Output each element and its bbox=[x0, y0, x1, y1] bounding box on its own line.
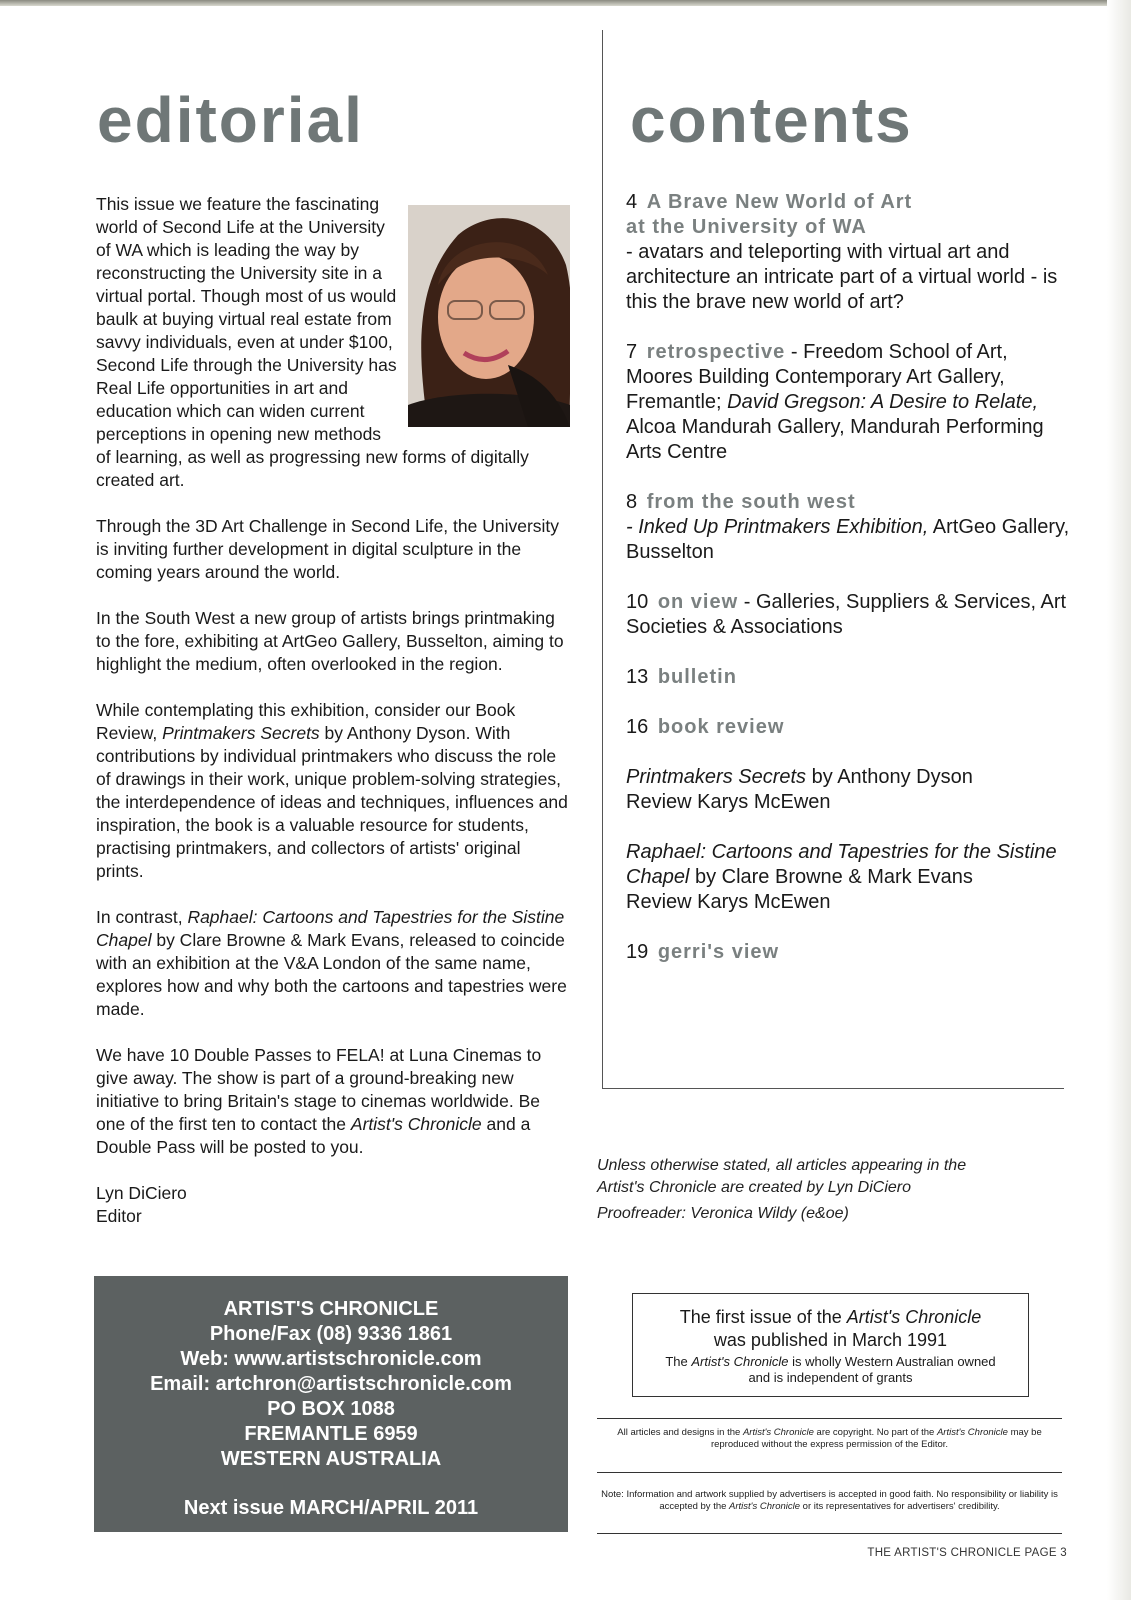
contents-item-13 bbox=[626, 665, 1071, 690]
first-issue-line4: and is independent of grants bbox=[748, 1370, 913, 1385]
contents-bottom-rule bbox=[602, 1088, 1064, 1089]
column-divider bbox=[602, 30, 603, 1088]
magazine-title: Artist's Chronicle bbox=[729, 1501, 801, 1512]
editorial-paragraph-6 bbox=[96, 1044, 570, 1159]
text-run: All articles and designs in the bbox=[617, 1427, 743, 1438]
credits bbox=[597, 1155, 1067, 1225]
credits-line: Unless otherwise stated, all articles appearing in the bbox=[597, 1157, 967, 1174]
po-box: PO BOX 1088 bbox=[267, 1398, 395, 1420]
section-title: retrospective bbox=[646, 341, 786, 363]
page-number: 19 bbox=[626, 941, 649, 963]
reviewer: Review Karys McEwen bbox=[626, 791, 831, 813]
section-title: from the south west bbox=[646, 491, 856, 513]
section-description: - Galleries, Suppliers & Services, Art Societies & Associations bbox=[626, 591, 1067, 638]
page-right-edge bbox=[1107, 0, 1131, 1600]
first-issue-line2: was published in March 1991 bbox=[713, 1330, 948, 1350]
page-number: 16 bbox=[626, 716, 649, 738]
state: WESTERN AUSTRALIA bbox=[220, 1448, 442, 1470]
text-run: We have 10 Double Passes to FELA! at Luna Cinemas to give away. The show is part of a ground-breaking new initiative to bring Britain's stage to cinemas worldwide. Be one of the first ten to contact the bbox=[96, 1045, 542, 1134]
divider bbox=[597, 1472, 1062, 1473]
page-top-edge bbox=[0, 0, 1131, 6]
editorial-paragraph-1: This issue we feature the fascinating world of Second Life at the University of WA which is leading the way by reconstructing the University site in a virtual portal. Though most of us would baulk at buying virtual real estate from savvy individuals, even at under $100, Second Life through the University has Real Life opportunities in art and education which can widen current perceptions in opening new methods of learning, as well as progressing new forms of digitally created art. bbox=[96, 194, 529, 490]
section-description: - Freedom School of Art, Moores Building Contemporary Art Gallery, Fremantle; bbox=[626, 341, 1008, 413]
book-title: Raphael: Cartoons and Tapestries for the Sistine Chapel bbox=[96, 907, 565, 950]
contact-box bbox=[94, 1276, 568, 1532]
publication-name: ARTIST'S CHRONICLE bbox=[223, 1298, 439, 1320]
proofreader-line: Proofreader: Veronica Wildy (e&oe) bbox=[597, 1205, 849, 1222]
signoff-role: Editor bbox=[96, 1206, 142, 1226]
book-author: by Clare Browne & Mark Evans bbox=[689, 866, 973, 888]
text-run: by Clare Browne & Mark Evans, released to coincide with an exhibition at the V&A London of the same name, explores how and why both the cartoons and tapestries were made. bbox=[96, 930, 567, 1019]
page-number: 4 bbox=[626, 191, 638, 213]
text-run: is wholly Western Australian owned bbox=[788, 1354, 996, 1369]
exhibition-title: - Inked Up Printmakers Exhibition, bbox=[626, 516, 929, 538]
magazine-title: Artist's Chronicle bbox=[846, 1307, 982, 1327]
magazine-title: Artist's Chronicle bbox=[691, 1354, 789, 1369]
editorial-paragraph-4 bbox=[96, 699, 570, 883]
text-run: by Anthony Dyson. With contributions by individual printmakers who discuss the role of drawings in their work, unique problem-solving strategies, the interdependence of ideas and techniques, influences and inspiration, the book is a valuable resource for students, practising printmakers, and collectors of artists' original prints. bbox=[96, 723, 568, 881]
contents-list bbox=[626, 190, 1071, 990]
text-run: While contemplating this exhibition, consider our Book Review, bbox=[96, 700, 516, 743]
page-number: 13 bbox=[626, 666, 649, 688]
section-title: book review bbox=[657, 716, 785, 738]
book-review-2 bbox=[626, 840, 1071, 915]
section-description bbox=[626, 515, 1071, 565]
book-review-1 bbox=[626, 765, 1071, 815]
book-title: Raphael: Cartoons and Tapestries for the Sistine Chapel bbox=[626, 841, 1057, 888]
page-number: 7 bbox=[626, 341, 638, 363]
text-run: or its representatives for advertisers' credibility. bbox=[800, 1501, 1000, 1512]
credits-line: Artist's Chronicle are created by Lyn DiCiero bbox=[597, 1179, 911, 1196]
editor-photo bbox=[408, 205, 570, 427]
signoff-name: Lyn DiCiero bbox=[96, 1183, 187, 1203]
section-title: A Brave New World of Art bbox=[646, 191, 913, 213]
editorial-heading: editorial bbox=[97, 84, 364, 156]
contents-item-16 bbox=[626, 715, 1071, 740]
website: Web: www.artistschronicle.com bbox=[180, 1348, 482, 1370]
editorial-paragraph-5 bbox=[96, 906, 570, 1021]
text-run: The bbox=[665, 1354, 692, 1369]
contents-item-19 bbox=[626, 940, 1071, 965]
first-issue-line1 bbox=[633, 1306, 1028, 1329]
editorial-paragraph-3: In the South West a new group of artists brings printmaking to the fore, exhibiting at ArtGeo Gallery, Busselton, aiming to highlight the medium, often overlooked in the region. bbox=[96, 608, 564, 674]
divider bbox=[597, 1533, 1062, 1534]
section-title-line2: at the University of WA bbox=[626, 216, 867, 238]
contents-item-7 bbox=[626, 340, 1071, 465]
text-run: Note: Information and artwork supplied by advertisers is accepted in good faith. No responsibility or liability is accepted by the bbox=[601, 1489, 1058, 1512]
text-run: may be reproduced without the express permission of the Editor. bbox=[710, 1427, 1042, 1450]
magazine-title: Artist's Chronicle bbox=[350, 1114, 482, 1134]
divider bbox=[597, 1418, 1062, 1419]
text-run: ArtGeo Gallery, Busselton bbox=[626, 516, 1070, 563]
book-author: by Anthony Dyson bbox=[806, 766, 973, 788]
copyright-notice bbox=[597, 1427, 1062, 1451]
signoff bbox=[96, 1182, 570, 1228]
phone-fax: Phone/Fax (08) 9336 1861 bbox=[209, 1323, 453, 1345]
first-issue-line3 bbox=[633, 1354, 1028, 1370]
advertiser-note bbox=[597, 1489, 1062, 1513]
first-issue-box bbox=[632, 1293, 1029, 1397]
magazine-title: Artist's Chronicle bbox=[742, 1427, 814, 1438]
text-run: In contrast, bbox=[96, 907, 188, 927]
editor-portrait-image bbox=[408, 205, 570, 427]
book-title: Printmakers Secrets bbox=[162, 723, 320, 743]
section-description: - avatars and teleporting with virtual art and architecture an intricate part of a virtual world - is this the brave new world of art? bbox=[626, 241, 1058, 313]
contents-heading: contents bbox=[630, 84, 913, 156]
contents-item-4 bbox=[626, 190, 1071, 315]
contents-item-10 bbox=[626, 590, 1071, 640]
section-title: bulletin bbox=[657, 666, 737, 688]
magazine-title: Artist's Chronicle bbox=[936, 1427, 1008, 1438]
page-footer: THE ARTIST'S CHRONICLE PAGE 3 bbox=[867, 1547, 1067, 1559]
exhibition-title: David Gregson: A Desire to Relate, bbox=[727, 391, 1039, 413]
book-title: Printmakers Secrets bbox=[626, 766, 807, 788]
email: Email: artchron@artistschronicle.com bbox=[150, 1373, 512, 1395]
text-run: The first issue of the bbox=[679, 1307, 847, 1327]
page-number: 10 bbox=[626, 591, 649, 613]
section-title: on view bbox=[657, 591, 739, 613]
editorial-body bbox=[96, 193, 570, 1228]
city: FREMANTLE 6959 bbox=[244, 1423, 418, 1445]
reviewer: Review Karys McEwen bbox=[626, 891, 831, 913]
next-issue: Next issue MARCH/APRIL 2011 bbox=[183, 1497, 479, 1519]
section-description: Alcoa Mandurah Gallery, Mandurah Performing Arts Centre bbox=[626, 416, 1044, 463]
text-run: are copyright. No part of the bbox=[813, 1427, 937, 1438]
text-run: and a Double Pass will be posted to you. bbox=[96, 1114, 531, 1157]
contents-item-8 bbox=[626, 490, 1071, 565]
editorial-paragraph-2: Through the 3D Art Challenge in Second Life, the University is inviting further development in digital sculpture in the coming years around the world. bbox=[96, 516, 560, 582]
page-number: 8 bbox=[626, 491, 638, 513]
section-title: gerri's view bbox=[657, 941, 780, 963]
